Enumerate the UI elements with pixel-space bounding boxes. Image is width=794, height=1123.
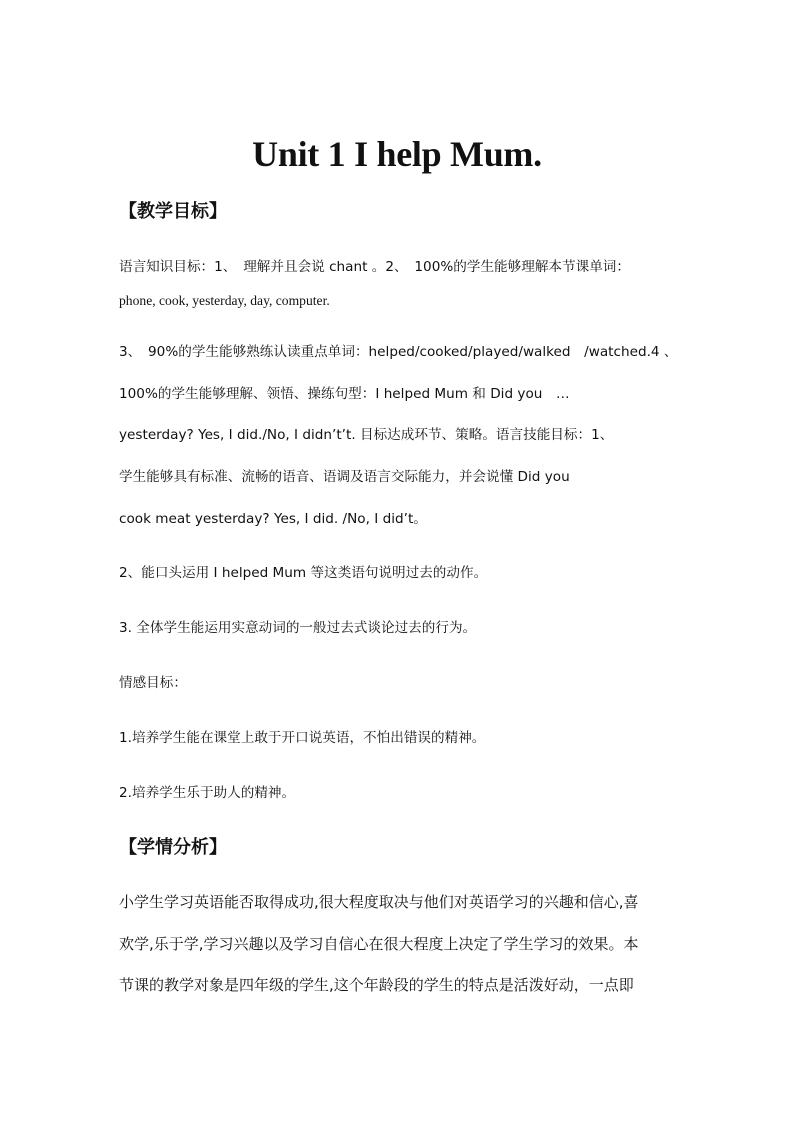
text-line: yesterday? Yes, I did./No, I didn’t’t. 目标达成环节、策略。语言技能目标：1、 <box>119 427 614 443</box>
text-line: 100%的学生能够理解、领悟、操练句型：I helped Mum 和 Did you … <box>119 386 570 402</box>
text-line: 1.培养学生能在课堂上敢于开口说英语，不怕出错误的精神。 <box>119 730 486 746</box>
text-line: 2.培养学生乐于助人的精神。 <box>119 785 296 801</box>
text-line: cook meat yesterday? Yes, I did. /No, I did’t。 <box>119 511 427 527</box>
text-line: 情感目标： <box>119 675 187 691</box>
text-line: 语言知识目标：1、 理解并且会说 chant 。2、 100%的学生能够理解本节课单词： <box>119 259 630 275</box>
text-line: 节课的教学对象是四年级的学生,这个年龄段的学生的特点是活泼好动，一点即 <box>119 976 634 994</box>
section-heading-analysis: 【学情分析】 <box>119 837 227 858</box>
page-title: Unit 1 I help Mum. <box>252 134 542 174</box>
text-line: 3、 90%的学生能够熟练认读重点单词：helped/cooked/played/walked /watched.4 、 <box>119 344 678 360</box>
text-line: 学生能够具有标准、流畅的语音、语调及语言交际能力，并会说懂 Did you <box>119 469 570 485</box>
text-line: 小学生学习英语能否取得成功,很大程度取决与他们对英语学习的兴趣和信心,喜 <box>119 893 639 911</box>
text-line: 欢学,乐于学,学习兴趣以及学习自信心在很大程度上决定了学生学习的效果。本 <box>119 935 639 953</box>
text-line: 2、能口头运用 I helped Mum 等这类语句说明过去的动作。 <box>119 565 488 581</box>
text-line: phone, cook, yesterday, day, computer. <box>119 293 330 308</box>
text-line: 3. 全体学生能运用实意动词的一般过去式谈论过去的行为。 <box>119 620 477 636</box>
section-heading-objectives: 【教学目标】 <box>119 201 227 222</box>
